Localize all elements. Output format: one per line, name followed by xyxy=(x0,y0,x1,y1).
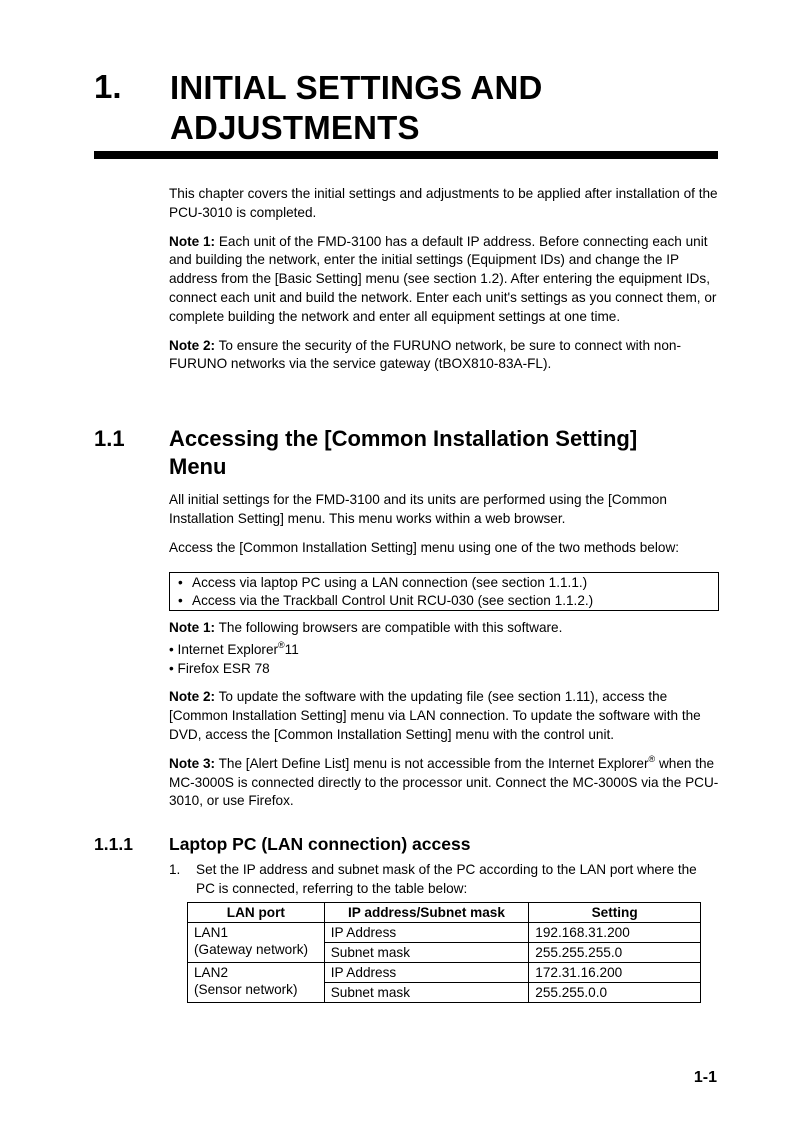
bullet-icon: • xyxy=(178,575,183,590)
section-title xyxy=(169,425,729,481)
setting-name-cell: IP Address xyxy=(324,923,529,943)
note-text: To update the software with the updating file (see section 1.11), access the [Common Installation Setting] menu via LAN connection. To update the software with the DVD, access the [Common Installation Setting] menu with the control unit. xyxy=(169,689,701,742)
access-methods-box xyxy=(169,572,719,611)
section-1-1-notes xyxy=(169,619,719,821)
note-label: Note 2: xyxy=(169,689,216,705)
chapter-title xyxy=(170,68,543,148)
note-label: Note 2: xyxy=(169,337,216,353)
section-number: 1.1 xyxy=(94,426,125,451)
section-para-2: Access the [Common Installation Setting] menu using one of the two methods below: xyxy=(169,539,680,555)
subsection-number: 1.1.1 xyxy=(94,834,133,854)
section-title-line2: Menu xyxy=(169,454,227,479)
intro-note-2 xyxy=(169,337,719,375)
section-title-line1: Accessing the [Common Installation Setting] xyxy=(169,426,638,451)
intro-text: This chapter covers the initial settings and adjustments to be applied after installation of the PCU-3010 is completed. xyxy=(169,186,718,220)
note-text: The following browsers are compatible with this software. xyxy=(215,620,563,635)
step-text: Set the IP address and subnet mask of the PC according to the LAN port where the PC is connected, referring to the table below: xyxy=(196,862,697,896)
step-1 xyxy=(169,861,719,898)
note-text: Each unit of the FMD-3100 has a default IP address. Before connecting each unit and building the network, enter the initial settings (Equipment IDs) and change the IP address from the [Basic Setting] menu (see section 1.2). After entering the equipment IDs, connect each unit and build the network. Enter each unit's settings as you connect them, or complete building the network and enter all equipment settings at one time. xyxy=(169,233,717,324)
access-method-item xyxy=(170,592,718,610)
table-row xyxy=(188,923,701,943)
section-1-1-intro xyxy=(169,491,719,567)
lan-port-cell: LAN2 (Sensor network) xyxy=(188,963,325,1003)
setting-value-cell: 192.168.31.200 xyxy=(529,923,701,943)
update-note xyxy=(169,688,719,744)
alert-note: Note 3: The [Alert Define List] menu is not accessible from the Internet Explorer® when the MC-3000S is connected directly to the processor unit. Connect the MC-3000S via the PCU-3010, or use Firefox. xyxy=(169,753,719,809)
lan-port-cell: LAN1 (Gateway network) xyxy=(188,923,325,963)
registered-mark: ® xyxy=(648,753,656,764)
bullet-icon: • xyxy=(178,592,183,608)
chapter-title-line1: INITIAL SETTINGS AND xyxy=(170,69,543,106)
page-number: 1-1 xyxy=(693,1069,717,1086)
column-header: IP address/Subnet mask xyxy=(324,903,529,923)
access-method-text: Access via laptop PC using a LAN connection (see section 1.1.1.) xyxy=(192,575,588,590)
note-label: Note 1: xyxy=(169,233,216,249)
column-header: LAN port xyxy=(188,903,325,923)
browser-item-ie: • Internet Explorer®11 xyxy=(169,639,299,657)
browser-note xyxy=(169,619,719,638)
setting-name-cell: IP Address xyxy=(324,963,529,983)
section-para-1: All initial settings for the FMD-3100 and its units are performed using the [Common Installation Setting] menu. This menu works within a web browser. xyxy=(169,492,667,526)
setting-value-cell: 172.31.16.200 xyxy=(529,963,701,983)
setting-value-cell: 255.255.255.0 xyxy=(529,943,701,963)
table-row xyxy=(188,963,701,983)
setting-name-cell: Subnet mask xyxy=(324,983,529,1003)
chapter-number: 1. xyxy=(94,68,122,105)
table-header-row xyxy=(188,903,701,923)
lan-settings-table xyxy=(187,902,701,1003)
subsection-title: Laptop PC (LAN connection) access xyxy=(169,834,471,854)
intro-note-1 xyxy=(169,233,719,327)
note-label: Note 1: xyxy=(169,620,216,635)
access-method-text: Access via the Trackball Control Unit RCU-030 (see section 1.1.2.) xyxy=(192,592,594,608)
step-number: 1. xyxy=(169,862,181,877)
access-method-item xyxy=(170,574,718,592)
note-text: To ensure the security of the FURUNO network, be sure to connect with non-FURUNO networks via the service gateway (tBOX810-83A-FL). xyxy=(169,337,682,372)
note-label: Note 3: xyxy=(169,755,216,771)
setting-value-cell: 255.255.0.0 xyxy=(529,983,701,1003)
chapter-rule xyxy=(94,151,718,159)
chapter-title-line2: ADJUSTMENTS xyxy=(170,109,420,146)
intro-block xyxy=(169,185,719,384)
browser-item-firefox: • Firefox ESR 78 xyxy=(169,660,270,676)
registered-mark: ® xyxy=(278,639,285,650)
setting-name-cell: Subnet mask xyxy=(324,943,529,963)
column-header: Setting xyxy=(529,903,701,923)
